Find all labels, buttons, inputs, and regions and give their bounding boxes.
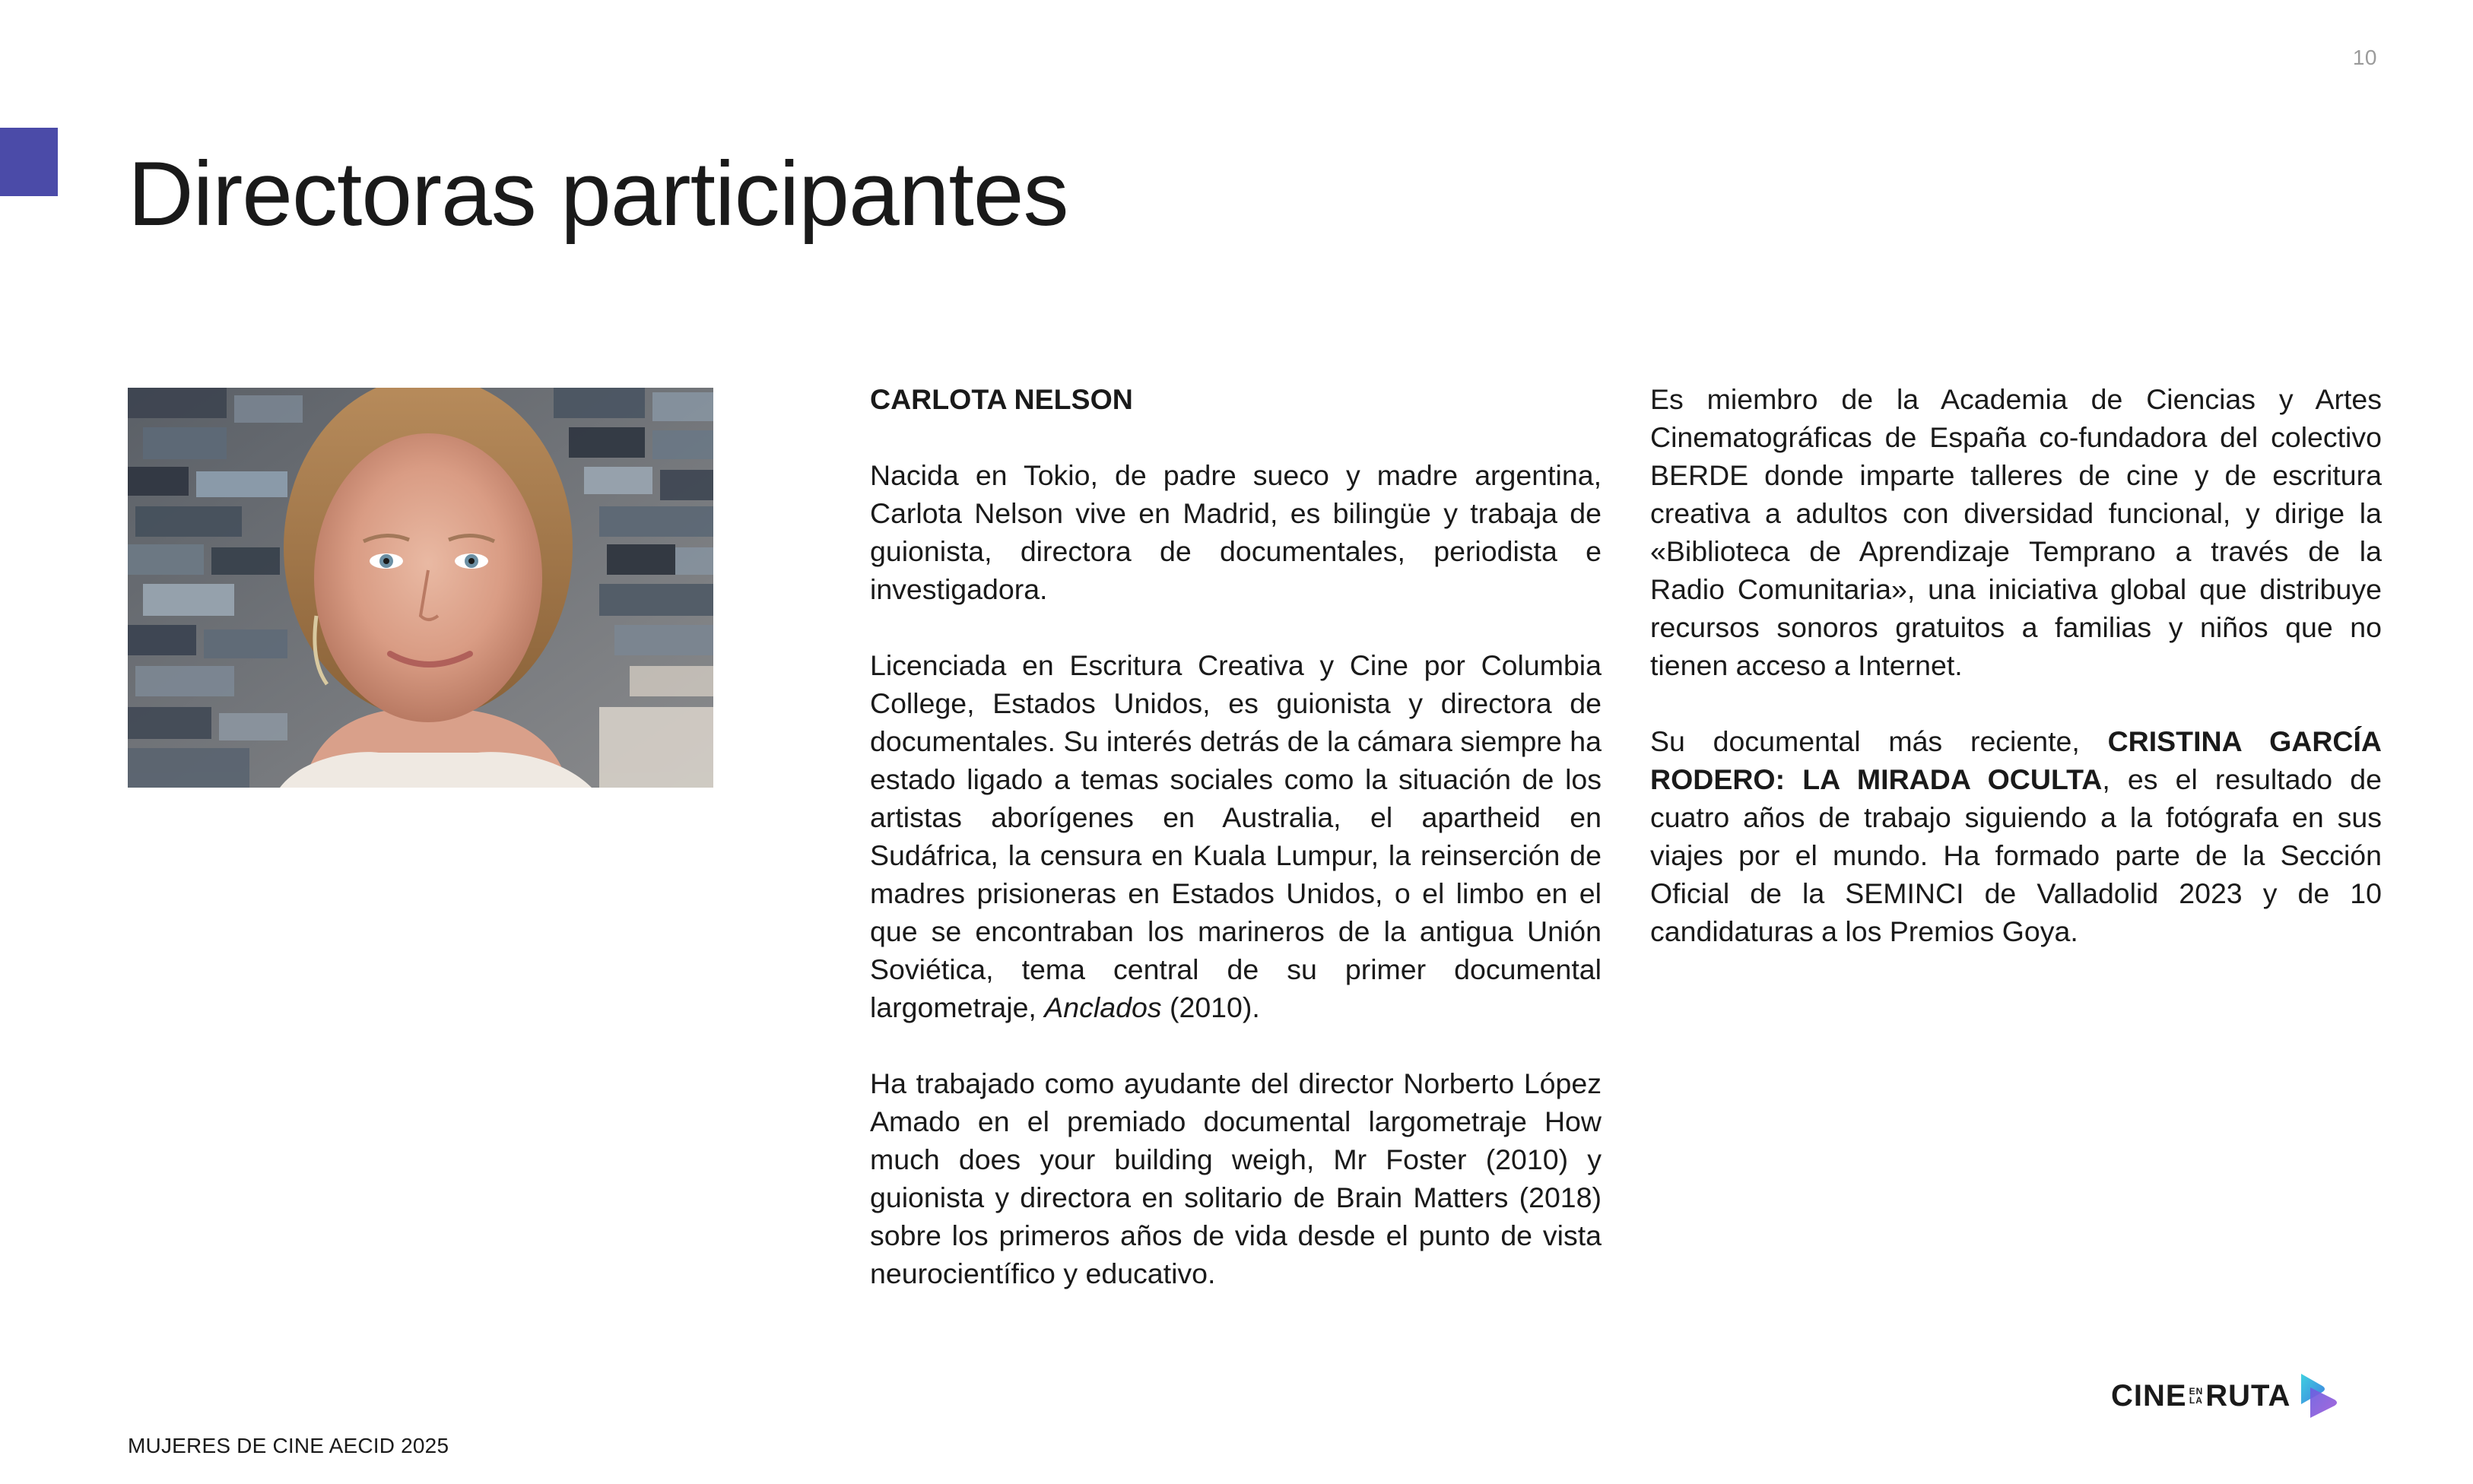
logo-wordmark bbox=[2111, 1379, 2290, 1413]
film-title-la-mirada-oculta: CRISTINA GARCÍA RODERO: LA MIRADA OCULTA bbox=[1650, 725, 2382, 795]
bio-paragraph-4: Es miembro de la Academia de Ciencias y Artes Cinematográficas de España co-fundadora del colectivo BERDE donde imparte talleres de cine y de escritura creativa a adultos con diversidad funcional, y dirige la «Biblioteca de Aprendizaje Temprano a través de la Radio Comunitaria», una iniciativa global que distribuye recursos sonoros gratuitos a familias y niños que no tienen acceso a Internet. bbox=[1650, 383, 2382, 681]
column-left bbox=[870, 380, 1602, 1330]
logo-ruta: RUTA bbox=[2205, 1378, 2291, 1413]
director-photo bbox=[128, 388, 713, 788]
logo-la: LA bbox=[2189, 1395, 2203, 1406]
column-right bbox=[1650, 380, 2382, 988]
accent-square bbox=[0, 128, 58, 196]
cine-en-la-ruta-logo bbox=[2111, 1368, 2341, 1423]
bio-paragraph-3: Ha trabajado como ayudante del director Norberto López Amado en el premiado documental largometraje How much does your building weigh, Mr Foster (2010) y guionista y directora en solitario de Brain Matters (2018) sobre los primeros años de vida desde el punto de vista neurocientífico y educativo. bbox=[870, 1067, 1602, 1289]
page-title: Directoras participantes bbox=[128, 143, 1068, 245]
bio-paragraph-2-end: (2010). bbox=[1161, 991, 1260, 1023]
logo-small-words bbox=[2189, 1387, 2204, 1405]
director-name: CARLOTA NELSON bbox=[870, 383, 1133, 415]
bio-paragraph-2-text: Licenciada en Escritura Creativa y Cine por Columbia College, Estados Unidos, es guionista y directora de documentales. Su interés detrás de la cámara siempre ha estado ligado a temas sociales como la situación de los artistas aborígenes en Australia, el apartheid en Sudáfrica, la censura en Kuala Lumpur, la reinserción de madres prisioneras en Estados Unidos, o el limbo en el que se encontraban los marineros de la antigua Unión Soviética, tema central de su primer documental largometraje, bbox=[870, 649, 1602, 1023]
bio-paragraph-5 bbox=[1650, 722, 2382, 950]
footer-text: MUJERES DE CINE AECID 2025 bbox=[128, 1434, 449, 1457]
logo-arrow-icon bbox=[2297, 1371, 2341, 1421]
film-title-anclados: Anclados bbox=[1044, 991, 1162, 1023]
bio-paragraph-5-end: , es el resultado de cuatro años de trabajo siguiendo a la fotógrafa en sus viajes por el mundo. Ha formado parte de la Sección Oficial de la SEMINCI de Valladolid 2023 y de 10 candidaturas a los Premios Goya. bbox=[1650, 763, 2382, 947]
bio-paragraph-5-start: Su documental más reciente, bbox=[1650, 725, 2108, 757]
bio-paragraph-1: Nacida en Tokio, de padre sueco y madre argentina, Carlota Nelson vive en Madrid, es bilingüe y trabaja de guionista, directora de documentales, periodista e investigadora. bbox=[870, 459, 1602, 605]
logo-en: EN bbox=[2189, 1386, 2204, 1397]
logo-cine: CINE bbox=[2111, 1378, 2187, 1413]
bio-paragraph-2 bbox=[870, 646, 1602, 1026]
page-number: 10 bbox=[2352, 46, 2377, 69]
